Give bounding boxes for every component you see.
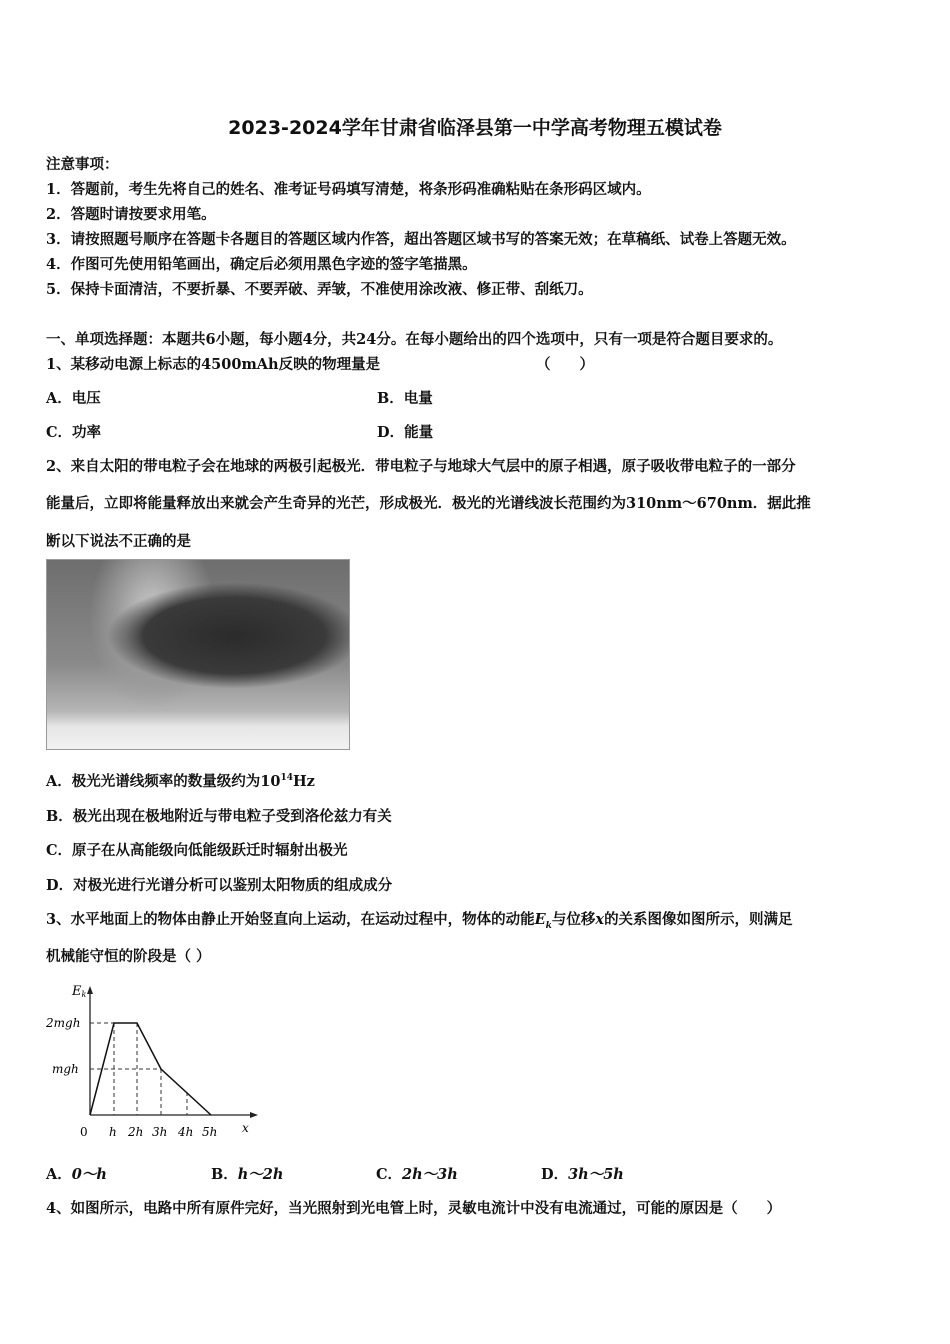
q2-stem-line1: 2、来自太阳的带电粒子会在地球的两极引起极光．带电粒子与地球大气层中的原子相遇，原子吸收带电粒子的一部分 [46,458,796,475]
q3-ek-subscript: k [545,920,552,931]
note-item-3: 3．请按照题号顺序在答题卡各题目的答题区域内作答，超出答题区域书写的答案无效；在草稿纸、试卷上答题无效。 [46,231,796,248]
q1-option-a: A．电压 [46,390,101,407]
q3-option-d-value: 3h～5h [568,1166,624,1183]
x-tick-2h: 2h [128,1125,144,1139]
q3-option-c-value: 2h～3h [402,1166,458,1183]
q3-ek-symbol: E [534,911,546,928]
q3-option-d-label: D． [541,1166,569,1183]
q3-stem-end: 的关系图像如图所示，则满足 [604,911,793,928]
q3-option-a [46,1163,107,1184]
aurora-photo [46,559,350,750]
y-axis-label: Ek [72,984,87,999]
q2-option-a-exponent: 14 [280,773,293,784]
q3-option-b-value: h～2h [237,1166,284,1183]
q3-stem-text: 3、水平地面上的物体由静止开始竖直向上运动，在运动过程中，物体的动能 [46,911,535,928]
q3-stem-mid: 与位移 [551,911,596,928]
q2-stem-line3: 断以下说法不正确的是 [46,533,191,550]
note-item-1: 1．答题前，考生先将自己的姓名、准考证号码填写清楚，将条形码准确粘贴在条形码区域内。 [46,181,651,198]
q1-answer-paren: （ ） [536,356,594,373]
q3-stem-line1 [46,908,793,931]
ek-curve [90,1023,211,1115]
q2-option-b: B．极光出现在极地附近与带电粒子受到洛伦兹力有关 [46,808,392,825]
q3-option-a-label: A． [46,1166,72,1183]
x-tick-0: 0 [80,1125,88,1139]
section-heading: 一、单项选择题：本题共6小题，每小题4分，共24分。在每小题给出的四个选项中，只有一项是符合题目要求的。 [46,331,783,348]
q2-stem-line2: 能量后，立即将能量释放出来就会产生奇异的光芒，形成极光．极光的光谱线波长范围约为310nm～670nm．据此推 [46,495,811,512]
y-axis-arrow [87,986,93,994]
q3-option-c-label: C． [376,1166,403,1183]
q3-option-a-value: 0～h [71,1166,107,1183]
q2-option-a-unit: Hz [292,773,315,790]
page-title: 2023-2024学年甘肃省临泽县第一中学高考物理五模试卷 [228,117,722,139]
q1-stem: 1、某移动电源上标志的4500mAh反映的物理量是 [46,356,381,373]
q3-x-symbol: x [595,911,605,928]
notes-heading: 注意事项： [46,156,119,173]
q3-stem-line2: 机械能守恒的阶段是（ ） [46,948,211,965]
x-tick-h: h [109,1125,117,1139]
x-tick-4h: 4h [178,1125,194,1139]
q2-option-c: C．原子在从高能级向低能级跃迁时辐射出极光 [46,842,348,859]
y-tick-2mgh: 2mgh [46,1016,81,1030]
x-tick-5h: 5h [202,1125,218,1139]
y-tick-mgh: mgh [52,1062,79,1076]
q1-option-c: C．功率 [46,424,102,441]
q3-option-d [541,1163,624,1184]
ek-x-graph [44,980,274,1145]
note-item-2: 2．答题时请按要求用笔。 [46,206,216,223]
note-item-4: 4．作图可先使用铅笔画出，确定后必须用黑色字迹的签字笔描黑。 [46,256,477,273]
q3-option-b-label: B． [211,1166,238,1183]
x-axis-arrow [250,1112,258,1118]
q3-option-b [211,1163,283,1184]
q1-option-d: D．能量 [377,424,434,441]
q1-option-b: B．电量 [377,390,433,407]
q3-option-c [376,1163,458,1184]
x-axis-label: x [242,1121,249,1135]
q2-option-a [46,770,315,791]
note-item-5: 5．保持卡面清洁，不要折暴、不要弄破、弄皱，不准使用涂改液、修正带、刮纸刀。 [46,281,593,298]
q2-option-d: D．对极光进行光谱分析可以鉴别太阳物质的组成成分 [46,877,393,894]
q4-stem: 4、如图所示，电路中所有原件完好，当光照射到光电管上时，灵敏电流计中没有电流通过，可能的原因是（ ） [46,1200,782,1217]
q2-option-a-text: A．极光光谱线频率的数量级约为10 [46,773,281,790]
x-tick-3h: 3h [152,1125,168,1139]
